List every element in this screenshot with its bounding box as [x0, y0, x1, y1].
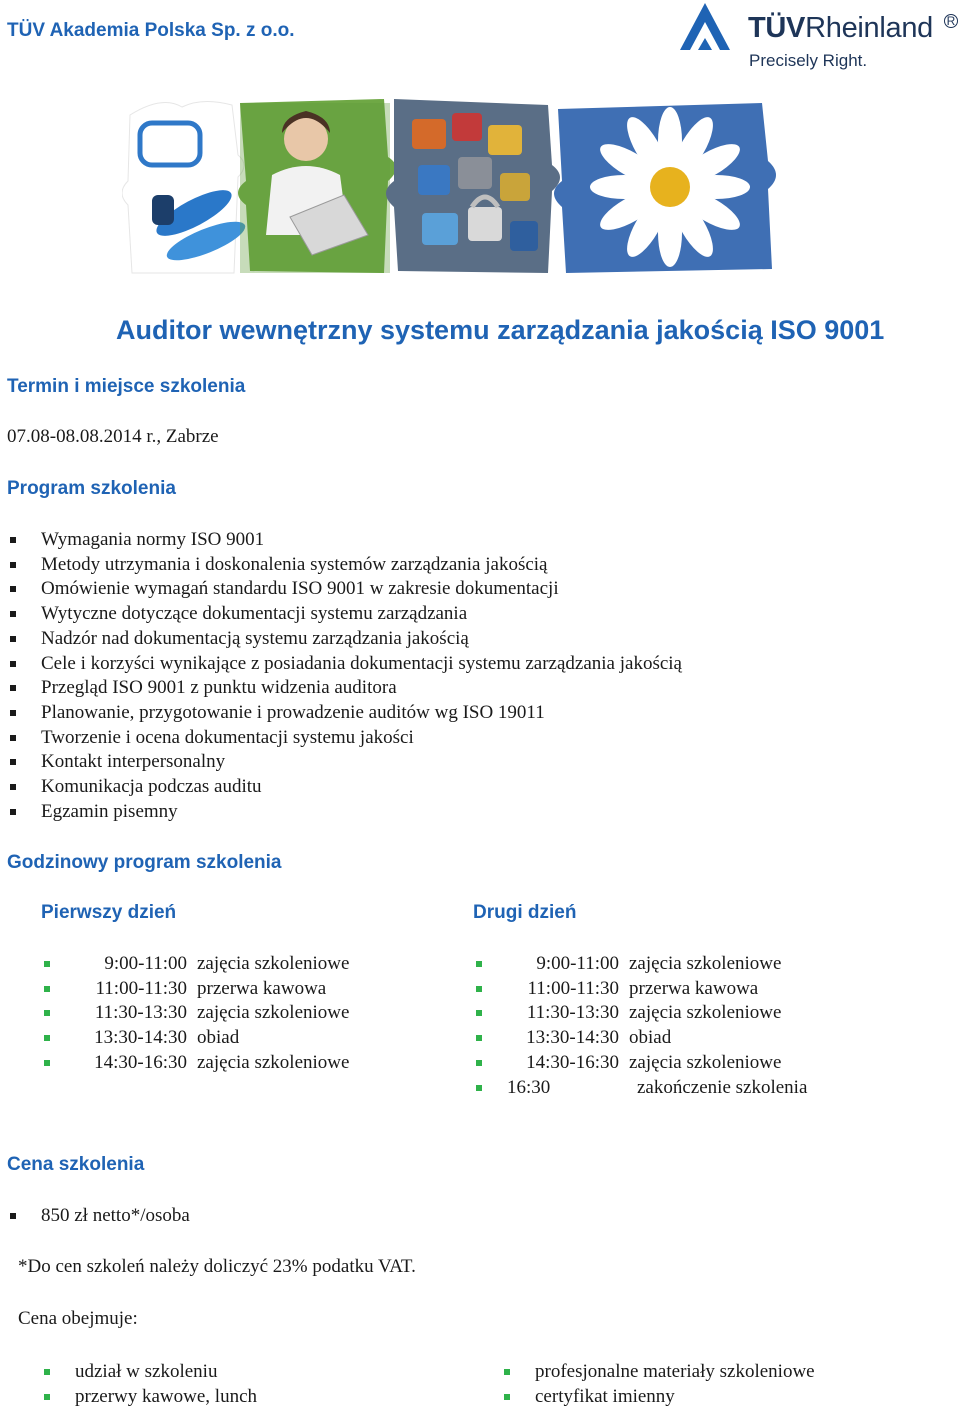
- price-heading: Cena szkolenia: [7, 1154, 145, 1175]
- list-item: udział w szkoleniu: [41, 1360, 257, 1385]
- list-item: certyfikat imienny: [501, 1385, 815, 1410]
- list-item: Metody utrzymania i doskonalenia systemów zarządzania jakością: [7, 553, 682, 578]
- logo-tagline: Precisely Right.: [749, 51, 868, 70]
- list-item: Przegląd ISO 9001 z punktu widzenia auditora: [7, 676, 682, 701]
- vat-note: *Do cen szkoleń należy doliczyć 23% podatku VAT.: [18, 1256, 416, 1277]
- list-item: Egzamin pisemny: [7, 800, 682, 825]
- schedule-row: 14:30-16:30 zajęcia szkoleniowe: [473, 1051, 807, 1076]
- day1-schedule: [41, 952, 349, 1076]
- day1-title: Pierwszy dzień: [41, 902, 177, 923]
- price-amount: 850 zł netto*/osoba: [7, 1204, 190, 1229]
- schedule-heading: Godzinowy program szkolenia: [7, 852, 282, 873]
- list-item: Wymagania normy ISO 9001: [7, 528, 682, 553]
- list-item: profesjonalne materiały szkoleniowe: [501, 1360, 815, 1385]
- day2-title: Drugi dzień: [473, 902, 577, 923]
- schedule-row-end: 16:30 zakończenie szkolenia: [473, 1076, 807, 1101]
- schedule-row: 13:30-14:30 obiad: [473, 1026, 807, 1051]
- list-item: Wytyczne dotyczące dokumentacji systemu zarządzania: [7, 602, 682, 627]
- schedule-row: 14:30-16:30 zajęcia szkoleniowe: [41, 1051, 349, 1076]
- schedule-row: 11:00-11:30 przerwa kawowa: [41, 977, 349, 1002]
- list-item: Kontakt interpersonalny: [7, 750, 682, 775]
- price-list: [7, 1204, 190, 1229]
- woman-laptop-piece: [238, 99, 396, 273]
- schedule-row: 9:00-11:00 zajęcia szkoleniowe: [473, 952, 807, 977]
- day2-schedule: [473, 952, 807, 1100]
- registered-mark-icon: R: [944, 14, 958, 28]
- course-title: Auditor wewnętrzny systemu zarządzania jakością ISO 9001: [116, 315, 885, 345]
- puzzle-photo-collage: [122, 95, 847, 275]
- program-list: [7, 528, 682, 824]
- padlocks-piece: [386, 99, 560, 273]
- list-item: przerwy kawowe, lunch: [41, 1385, 257, 1410]
- daisy-piece: [554, 103, 776, 273]
- list-item: Planowanie, przygotowanie i prowadzenie auditów wg ISO 19011: [7, 701, 682, 726]
- logo-brand: TÜVRheinland: [748, 12, 934, 44]
- list-item: Nadzór nad dokumentacją systemu zarządzania jakością: [7, 627, 682, 652]
- schedule-row: 11:00-11:30 przerwa kawowa: [473, 977, 807, 1002]
- diving-gear-piece: [122, 101, 249, 273]
- list-item: Cele i korzyści wynikające z posiadania dokumentacji systemu zarządzania jakością: [7, 652, 682, 677]
- schedule-row: 11:30-13:30 zajęcia szkoleniowe: [41, 1001, 349, 1026]
- schedule-row: 9:00-11:00 zajęcia szkoleniowe: [41, 952, 349, 977]
- schedule-row: 13:30-14:30 obiad: [41, 1026, 349, 1051]
- list-item: Komunikacja podczas auditu: [7, 775, 682, 800]
- program-heading: Program szkolenia: [7, 478, 176, 499]
- list-item: Omówienie wymagań standardu ISO 9001 w zakresie dokumentacji: [7, 577, 682, 602]
- term-heading: Termin i miejsce szkolenia: [7, 376, 246, 397]
- term-value: 07.08-08.08.2014 r., Zabrze: [7, 426, 219, 447]
- includes-right-list: [501, 1360, 815, 1409]
- includes-left-list: [41, 1360, 257, 1409]
- list-item: Tworzenie i ocena dokumentacji systemu jakości: [7, 726, 682, 751]
- company-name: TÜV Akademia Polska Sp. z o.o.: [7, 20, 295, 41]
- schedule-row: 11:30-13:30 zajęcia szkoleniowe: [473, 1001, 807, 1026]
- includes-label: Cena obejmuje:: [18, 1308, 138, 1329]
